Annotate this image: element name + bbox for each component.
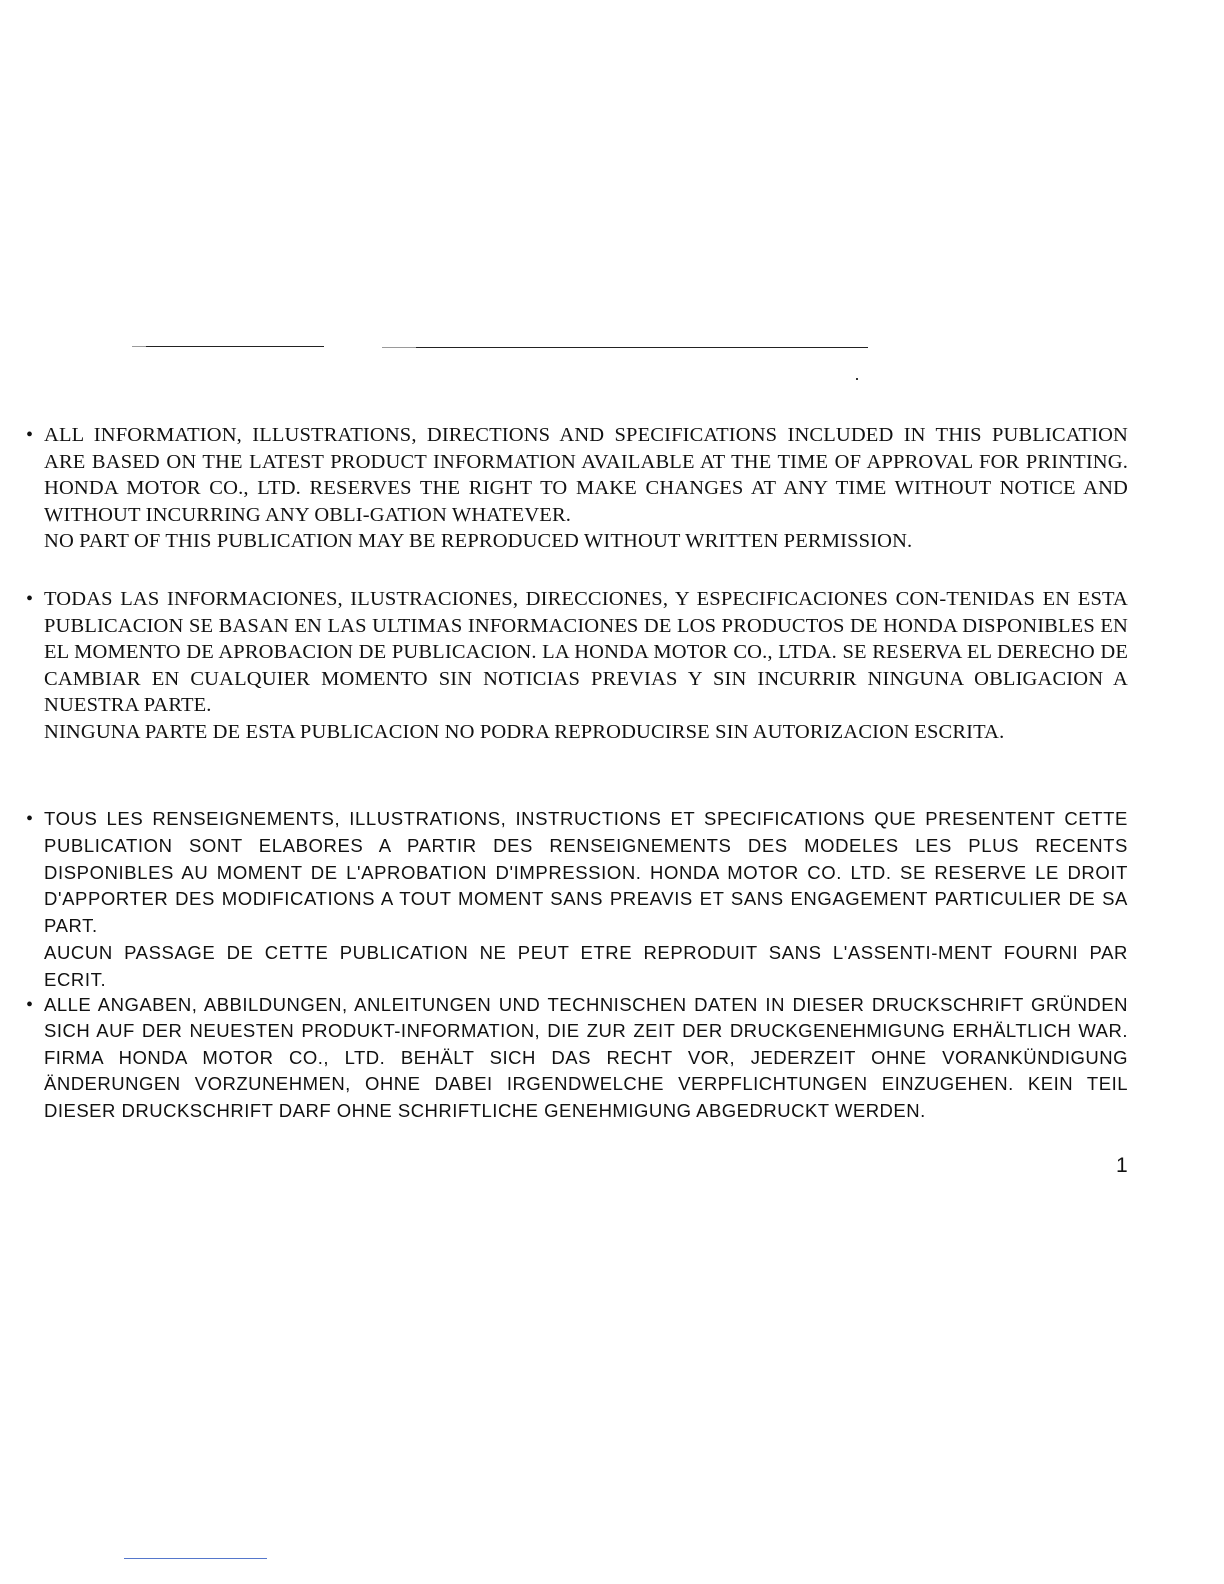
rule-top-middle-stub xyxy=(382,347,416,348)
notice-french-paragraph-2: AUCUN PASSAGE DE CETTE PUBLICATION NE PEUT ETRE REPRODUIT SANS L'ASSENTI-MENT FOURNI PAR ECRIT. xyxy=(44,941,1128,990)
notice-english xyxy=(26,422,1128,555)
notice-english-paragraph-2: NO PART OF THIS PUBLICATION MAY BE REPRODUCED WITHOUT WRITTEN PERMISSION. xyxy=(44,530,913,552)
scan-speck xyxy=(856,378,858,380)
page-number: 1 xyxy=(1116,1154,1128,1177)
bullet-icon: • xyxy=(26,808,34,830)
notice-french-paragraph-1: TOUS LES RENSEIGNEMENTS, ILLUSTRATIONS, INSTRUCTIONS ET SPECIFICATIONS QUE PRESENTENT CETTE PUBLICATION SONT ELABORES A PARTIR DES RENSEIGNEMENTS DES MODELES LES PLUS RECENTS DISPONIBLES AU MOMENT DE L'APROBATION D'IMPRESSION. HONDA MOTOR CO. LTD. SE RESERVE LE DROIT D'APPORTER DES MODIFICATIONS A TOUT MOMENT SANS PREAVIS ET SANS ENGAGEMENT PARTICULIER DE SA PART. xyxy=(44,808,1128,937)
bullet-icon: • xyxy=(26,994,34,1016)
notice-french xyxy=(26,806,1128,994)
notice-german xyxy=(26,992,1128,1124)
bullet-icon: • xyxy=(26,424,34,446)
notice-english-text xyxy=(44,422,1128,555)
rule-top-left-stub xyxy=(132,346,146,347)
notice-spanish xyxy=(26,586,1128,745)
notice-german-paragraph-1: ALLE ANGABEN, ABBILDUNGEN, ANLEITUNGEN UND TECHNISCHEN DATEN IN DIESER DRUCKSCHRIFT GRÜNDEN SICH AUF DER NEUESTEN PRODUKT-INFORMATION, DIE ZUR ZEIT DER DRUCKGENEHMIGUNG ERHÄLTLICH WAR. FIRMA HONDA MOTOR CO., LTD. BEHÄLT SICH DAS RECHT VOR, JEDERZEIT OHNE VORANKÜNDIGUNG ÄNDERUNGEN VORZUNEHMEN, OHNE DABEI IRGENDWELCHE VERPFLICHTUNGEN EINZUGEHEN. KEIN TEIL DIESER DRUCKSCHRIFT DARF OHNE SCHRIFTLICHE GENEHMIGUNG ABGEDRUCKT WERDEN. xyxy=(44,994,1128,1121)
notice-german-text xyxy=(44,992,1128,1124)
notice-spanish-paragraph-2: NINGUNA PARTE DE ESTA PUBLICACION NO PODRA REPRODUCIRSE SIN AUTORIZACION ESCRITA. xyxy=(44,720,1005,743)
bullet-icon: • xyxy=(26,588,34,610)
notice-spanish-text xyxy=(44,586,1128,745)
notice-spanish-paragraph-1: TODAS LAS INFORMACIONES, ILUSTRACIONES, DIRECCIONES, Y ESPECIFICACIONES CON-TENIDAS EN ESTA PUBLICACION SE BASAN EN LAS ULTIMAS INFORMACIONES DE LOS PRODUCTOS DE HONDA DISPONIBLES EN EL MOMENTO DE APROBACION DE PUBLICACION. LA HONDA MOTOR CO., LTDA. SE RESERVA EL DERECHO DE CAMBIAR EN CUALQUIER MOMENTO SIN NOTICIAS PREVIAS Y SIN INCURRIR NINGUNA OBLIGACION A NUESTRA PARTE. xyxy=(44,588,1128,716)
rule-top-left xyxy=(146,346,324,347)
notice-french-text xyxy=(44,806,1128,994)
notice-english-paragraph-1: ALL INFORMATION, ILLUSTRATIONS, DIRECTIONS AND SPECIFICATIONS INCLUDED IN THIS PUBLICATION ARE BASED ON THE LATEST PRODUCT INFORMATION AVAILABLE AT THE TIME OF APPROVAL FOR PRINTING. HONDA MOTOR CO., LTD. RESERVES THE RIGHT TO MAKE CHANGES AT ANY TIME WITHOUT NOTICE AND WITHOUT INCURRING ANY OBLI-GATION WHATEVER. xyxy=(44,424,1128,526)
rule-top-middle xyxy=(416,347,642,348)
rule-bottom xyxy=(124,1558,267,1559)
rule-top-right xyxy=(642,347,868,348)
